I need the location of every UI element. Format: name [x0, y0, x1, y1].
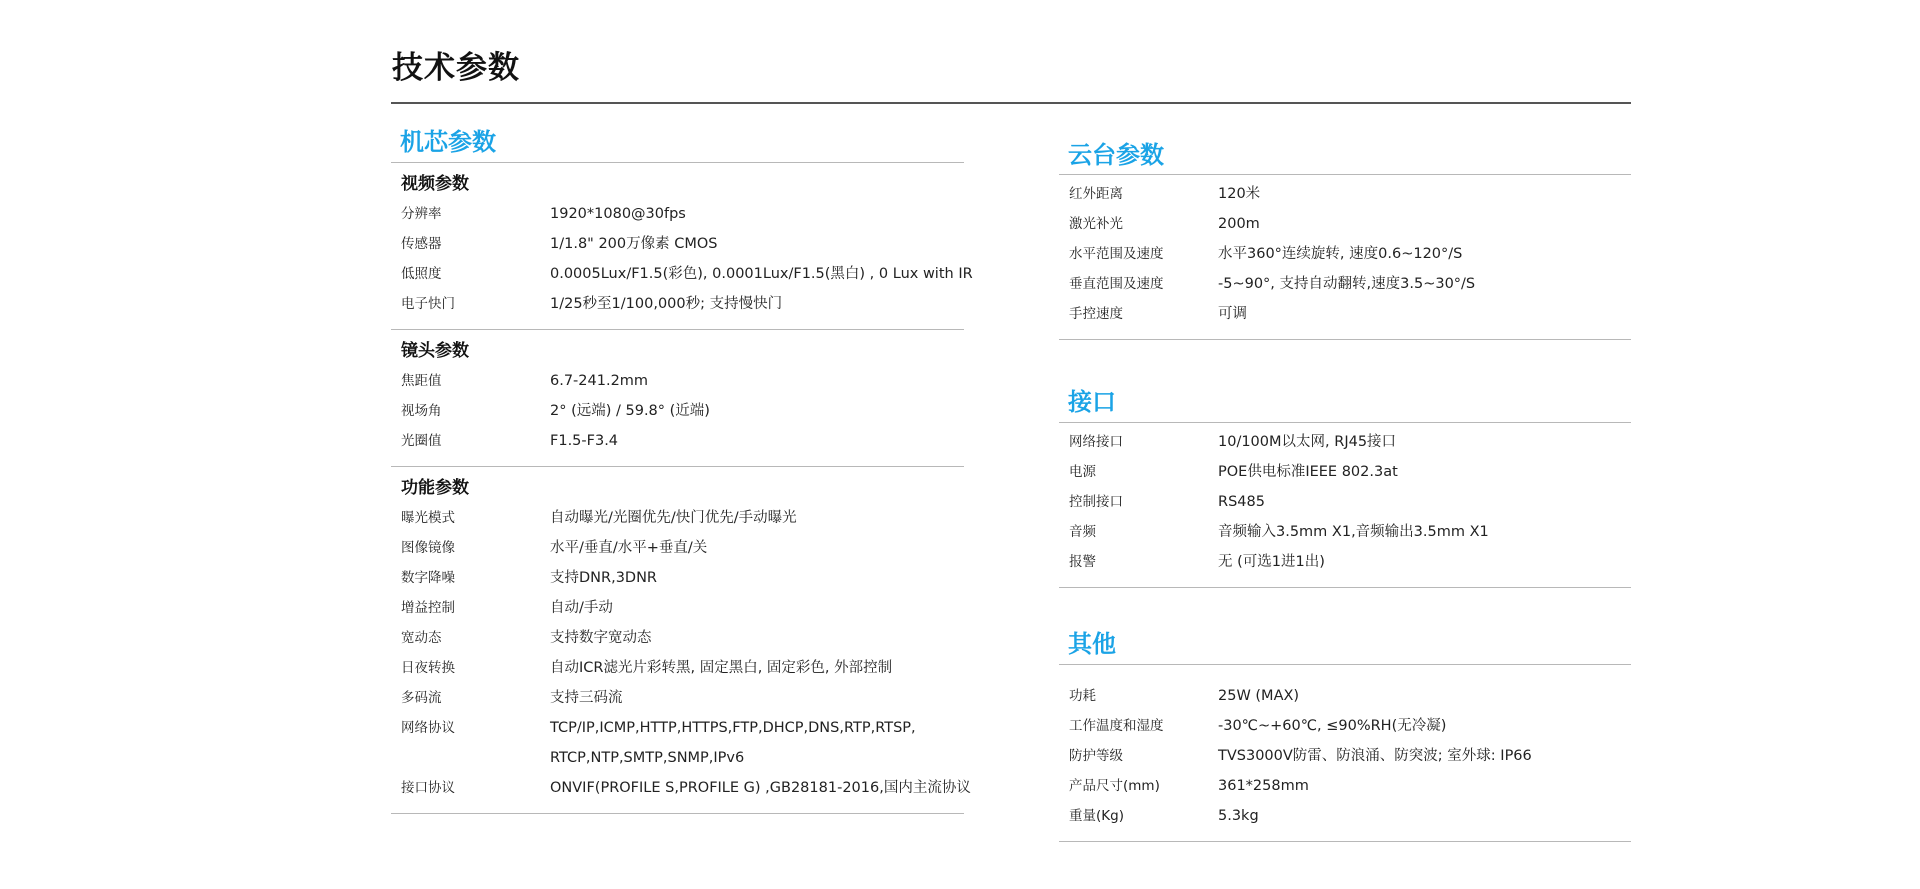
spec-row-network-protocols: [391, 713, 964, 773]
spec-label: 重量(Kg): [1069, 808, 1124, 824]
spec-row-noise-reduction: [391, 563, 964, 593]
group-lens-params: [391, 330, 964, 467]
spec-label: 电子快门: [401, 296, 455, 312]
spec-row-gain-control: [391, 593, 964, 623]
core-params-column: [391, 122, 973, 814]
spec-label: 垂直范围及速度: [1069, 276, 1164, 292]
spec-value: 可调: [1218, 306, 1247, 322]
spec-label: 数字降噪: [401, 570, 455, 586]
spec-label: 工作温度和湿度: [1069, 718, 1164, 734]
spec-label: 红外距离: [1069, 186, 1123, 202]
spec-label: 接口协议: [401, 780, 455, 796]
section-ptz-params: [1059, 136, 1631, 340]
spec-row-manual-speed: [1059, 299, 1631, 329]
spec-row-shutter: [391, 289, 964, 319]
spec-value-line: RTCP,NTP,SMTP,SNMP,IPv6: [550, 750, 745, 766]
spec-row-focal-length: [391, 366, 964, 396]
spec-value: ONVIF(PROFILE S,PROFILE G) ,GB28181-2016,国内主流协议: [550, 780, 971, 796]
spec-row-network-port: [1059, 427, 1631, 457]
spec-row-image-mirror: [391, 533, 964, 563]
spec-value: F1.5-F3.4: [550, 433, 619, 449]
spec-value: 音频输入3.5mm X1,音频输出3.5mm X1: [1218, 524, 1489, 540]
spec-label: 网络协议: [401, 720, 455, 736]
group-function-params: [391, 467, 971, 814]
section-other: [1059, 624, 1631, 842]
spec-label: 电源: [1069, 464, 1096, 480]
spec-label: 视场角: [401, 403, 442, 419]
spec-row-resolution: [391, 199, 964, 229]
spec-label: 防护等级: [1069, 748, 1123, 764]
group-title: 镜头参数: [401, 341, 469, 361]
spec-row-tilt-range: [1059, 269, 1631, 299]
spec-row-laser-fill: [1059, 209, 1631, 239]
spec-row-multi-stream: [391, 683, 964, 713]
spec-value: 6.7-241.2mm: [550, 373, 649, 389]
spec-label: 产品尺寸(mm): [1069, 778, 1160, 794]
spec-value: 自动曝光/光圈优先/快门优先/手动曝光: [550, 510, 797, 526]
spec-value: 10/100M以太网, RJ45接口: [1218, 434, 1397, 450]
spec-row-aperture: [391, 426, 964, 456]
spec-row-min-illumination: [391, 259, 973, 289]
spec-value: 361*258mm: [1218, 778, 1309, 794]
spec-row-operating-conditions: [1059, 711, 1631, 741]
spec-row-alarm: [1059, 547, 1631, 577]
spec-value: RS485: [1218, 494, 1265, 510]
spec-value: 支持三码流: [550, 690, 623, 706]
spec-value: 200m: [1218, 216, 1260, 232]
section-title-interfaces: 接口: [1059, 382, 1631, 423]
spec-value: 120米: [1218, 186, 1261, 202]
spec-value: 25W (MAX): [1218, 688, 1300, 704]
spec-label: 控制接口: [1069, 494, 1123, 510]
spec-row-ir-distance: [1059, 179, 1631, 209]
spec-value-line: TCP/IP,ICMP,HTTP,HTTPS,FTP,DHCP,DNS,RTP,RTSP,: [550, 720, 916, 736]
spec-label: 焦距值: [401, 373, 442, 389]
spec-row-pan-range: [1059, 239, 1631, 269]
spec-label: 增益控制: [401, 600, 455, 616]
spec-label: 激光补光: [1069, 216, 1123, 232]
spec-row-field-of-view: [391, 396, 964, 426]
spec-label: 功耗: [1069, 688, 1096, 704]
group-video-params: [391, 163, 973, 330]
spec-label: 曝光模式: [401, 510, 455, 526]
spec-label: 分辨率: [401, 206, 442, 222]
right-params-column: [1059, 136, 1631, 842]
spec-label: 宽动态: [401, 630, 442, 646]
page-title: 技术参数: [392, 50, 520, 86]
spec-row-interface-protocols: [391, 773, 971, 803]
spec-value: 水平/垂直/水平+垂直/关: [550, 540, 708, 556]
spec-row-control-port: [1059, 487, 1631, 517]
spec-value: 自动ICR滤光片彩转黑, 固定黑白, 固定彩色, 外部控制: [550, 660, 893, 676]
spec-value: 自动/手动: [550, 600, 613, 616]
spec-value: 2° (远端) / 59.8° (近端): [550, 403, 710, 419]
group-title: 视频参数: [401, 174, 469, 194]
section-title-other: 其他: [1059, 624, 1631, 665]
spec-label: 水平范围及速度: [1069, 246, 1164, 262]
spec-row-power: [1059, 457, 1631, 487]
spec-label: 图像镜像: [401, 540, 455, 556]
spec-value: POE供电标准IEEE 802.3at: [1218, 464, 1398, 480]
spec-value: TVS3000V防雷、防浪涌、防突波; 室外球: IP66: [1218, 748, 1532, 764]
spec-label: 音频: [1069, 524, 1096, 540]
spec-row-dimensions: [1059, 771, 1631, 801]
spec-label: 低照度: [401, 266, 442, 282]
spec-value: 1/1.8" 200万像素 CMOS: [550, 236, 718, 252]
spec-label: 网络接口: [1069, 434, 1123, 450]
spec-value: 支持DNR,3DNR: [550, 570, 658, 586]
spec-value: 1920*1080@30fps: [550, 206, 686, 222]
spec-value: 1/25秒至1/100,000秒; 支持慢快门: [550, 296, 783, 312]
spec-value: -30℃~+60℃, ≤90%RH(无冷凝): [1218, 718, 1447, 734]
title-divider: [391, 102, 1631, 104]
group-title: 功能参数: [401, 478, 469, 498]
spec-value: 水平360°连续旋转, 速度0.6~120°/S: [1218, 246, 1463, 262]
section-interfaces: [1059, 382, 1631, 588]
spec-row-weight: [1059, 801, 1631, 831]
spec-value: 无 (可选1进1出): [1218, 554, 1325, 570]
section-title-ptz: 云台参数: [1059, 136, 1631, 175]
spec-label: 报警: [1069, 554, 1096, 570]
spec-row-power-consumption: [1059, 681, 1631, 711]
section-title-core: 机芯参数: [391, 122, 964, 163]
spec-value: 0.0005Lux/F1.5(彩色), 0.0001Lux/F1.5(黑白) , 0 Lux with IR: [550, 266, 973, 282]
spec-row-day-night: [391, 653, 964, 683]
spec-value: 5.3kg: [1218, 808, 1259, 824]
spec-label: 手控速度: [1069, 306, 1123, 322]
spec-value: 支持数字宽动态: [550, 630, 652, 646]
spec-row-exposure-mode: [391, 503, 964, 533]
spec-label: 光圈值: [401, 433, 442, 449]
spec-row-sensor: [391, 229, 964, 259]
spec-value: [550, 713, 964, 773]
spec-value: -5~90°, 支持自动翻转,速度3.5~30°/S: [1218, 276, 1476, 292]
spec-row-wdr: [391, 623, 964, 653]
spec-row-protection-level: [1059, 741, 1631, 771]
spec-label: 多码流: [401, 690, 442, 706]
spec-row-audio: [1059, 517, 1631, 547]
spec-label: 日夜转换: [401, 660, 455, 676]
spec-label: 传感器: [401, 236, 442, 252]
